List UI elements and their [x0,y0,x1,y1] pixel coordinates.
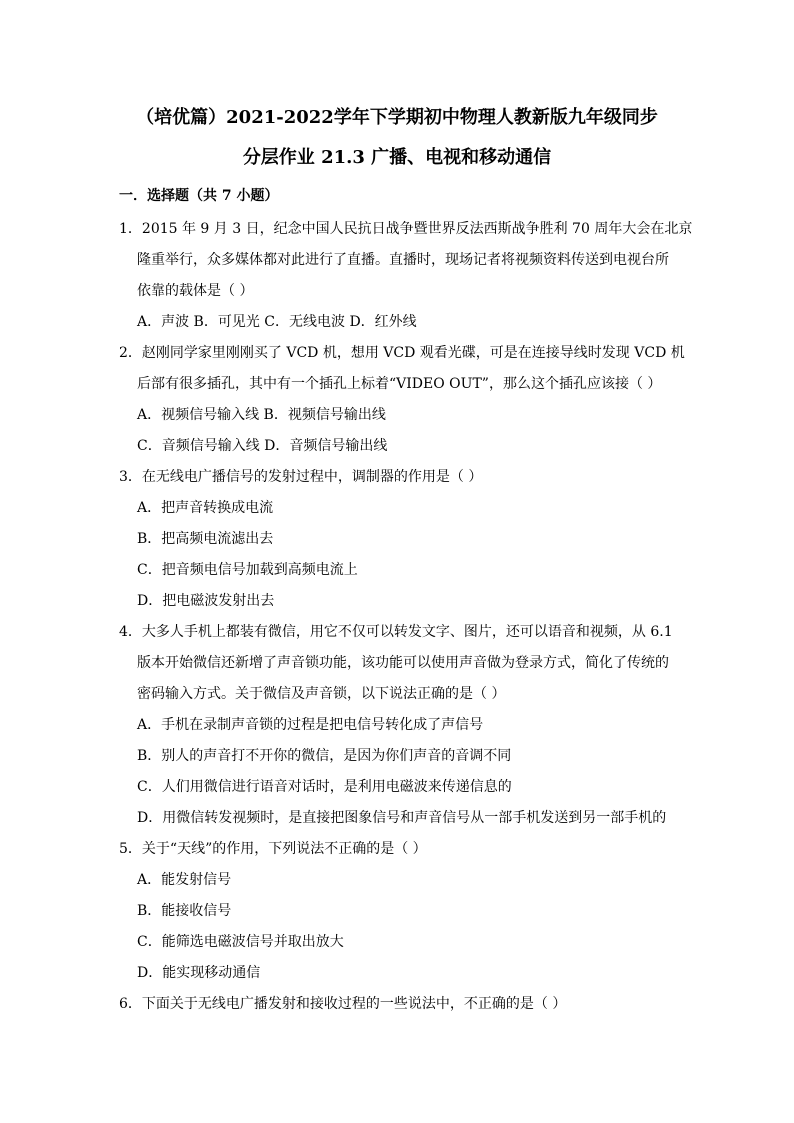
question-4-line-1: 4．大多人手机上都装有微信，用它不仅可以转发文字、图片，还可以语音和视频，从 6.1 [119,624,673,640]
question-3-option-a: A．把声音转换成电流 [137,500,274,516]
question-4-option-c: C．人们用微信进行语音对话时，是利用电磁波来传递信息的 [137,779,512,795]
question-2-options-ab: A．视频信号输入线 B．视频信号输出线 [137,407,386,423]
question-2-line-2: 后部有很多插孔，其中有一个插孔上标着“VIDEO OUT”，那么这个插孔应该接（ ） [137,376,662,392]
question-2-options-cd: C．音频信号输入线 D．音频信号输出线 [137,438,388,454]
question-1-line-3: 依靠的载体是（ ） [137,283,254,299]
question-1-line-2: 隆重举行，众多媒体都对此进行了直播。直播时，现场记者将视频资料传送到电视台所 [137,252,669,268]
question-4-option-b: B．别人的声音打不开你的微信，是因为你们声音的音调不同 [137,748,512,764]
question-6-line-1: 6．下面关于无线电广播发射和接收过程的一些说法中，不正确的是（ ） [119,996,567,1012]
question-3-line-1: 3．在无线电广播信号的发射过程中，调制器的作用是（ ） [119,469,483,485]
question-4-line-3: 密码输入方式。关于微信及声音锁，以下说法正确的是（ ） [137,686,506,702]
question-5-option-b: B．能接收信号 [137,903,232,919]
question-4-line-2: 版本开始微信还新增了声音锁功能，该功能可以使用声音做为登录方式，简化了传统的 [137,655,669,671]
question-5-option-a: A．能发射信号 [137,872,232,888]
question-5-option-c: C．能筛选电磁波信号并取出放大 [137,934,344,950]
question-2-line-1: 2．赵刚同学家里刚刚买了 VCD 机，想用 VCD 观看光碟，可是在连接导线时发现 VCD 机 [119,345,685,361]
page-title-line-2: 分层作业 21.3 广播、电视和移动通信 [242,147,552,168]
question-3-option-d: D．把电磁波发射出去 [137,593,275,609]
question-1-line-1: 1．2015 年 9 月 3 日，纪念中国人民抗日战争暨世界反法西斯战争胜利 70 周年大会在北京 [119,221,693,237]
question-3-option-b: B．把高频电流滤出去 [137,531,274,547]
section-heading: 一．选择题（共 7 小题） [119,188,279,204]
question-4-option-d: D．用微信转发视频时，是直接把图象信号和声音信号从一部手机发送到另一部手机的 [137,810,667,826]
question-4-option-a: A．手机在录制声音锁的过程是把电信号转化成了声信号 [137,717,484,733]
question-1-options: A．声波 B．可见光 C．无线电波 D．红外线 [137,314,417,330]
question-3-option-c: C．把音频电信号加载到高频电流上 [137,562,358,578]
question-5-line-1: 5．关于“天线”的作用，下列说法不正确的是（ ） [119,841,427,857]
question-5-option-d: D．能实现移动通信 [137,965,261,981]
page-title-line-1: （培优篇）2021-2022学年下学期初中物理人教新版九年级同步 [136,107,658,128]
